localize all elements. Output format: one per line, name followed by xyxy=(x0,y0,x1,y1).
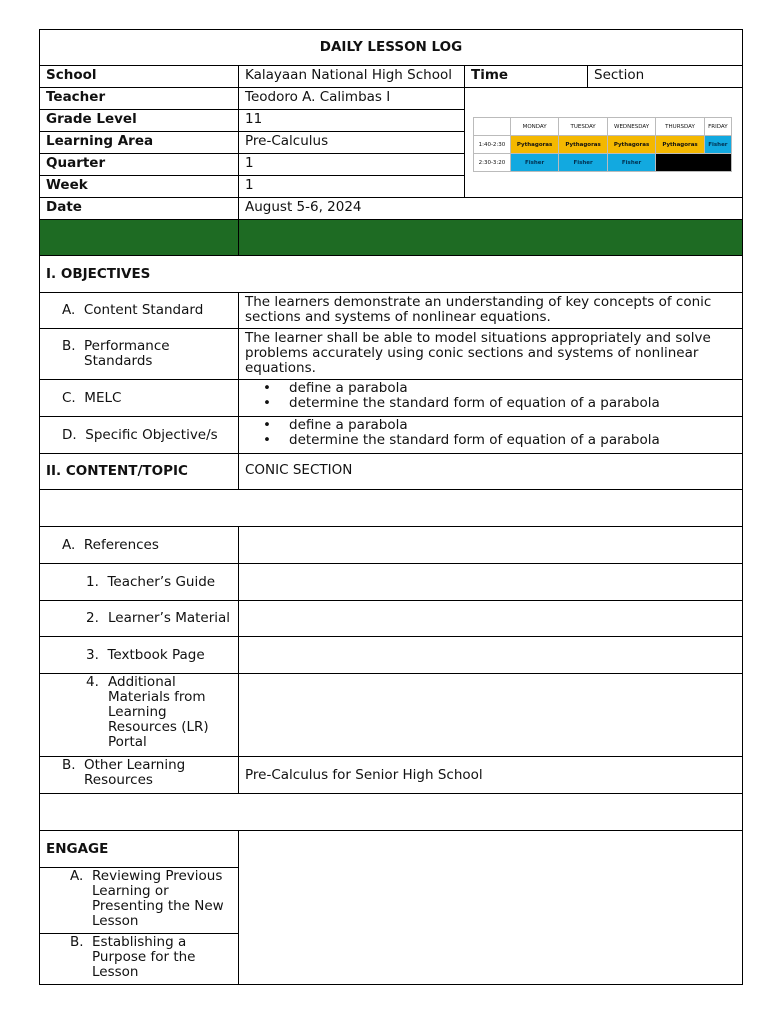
schedule-time: 2:30-3:20 xyxy=(474,154,511,172)
quarter-label: Quarter xyxy=(39,153,239,176)
performance-standards-label xyxy=(39,328,239,380)
content-topic-value: CONIC SECTION xyxy=(238,453,743,490)
other-resources-label xyxy=(39,756,239,794)
bullet-item: • define a parabola xyxy=(263,380,408,396)
melc-label: C. MELC xyxy=(39,379,239,417)
area-label: Learning Area xyxy=(39,131,239,154)
school-label: School xyxy=(39,65,239,88)
schedule-slot: Fisher xyxy=(510,154,558,172)
green-banner-right xyxy=(238,219,743,256)
teachers-guide-label: 1. Teacher’s Guide xyxy=(39,563,239,601)
establishing-text xyxy=(70,935,232,980)
list-number: B. xyxy=(62,338,76,354)
teacher-value: Teodoro A. Calimbas I xyxy=(238,87,465,110)
bullet-item: • define a parabola xyxy=(263,417,408,433)
grade-label: Grade Level xyxy=(39,109,239,132)
schedule-day: THURSDAY xyxy=(656,118,704,136)
list-text: Learner’s Material xyxy=(108,610,231,626)
additional-materials-text xyxy=(86,675,232,750)
schedule-row xyxy=(474,154,732,172)
references-label: A. References xyxy=(39,526,239,564)
schedule-slot: Pythagoras xyxy=(607,136,655,154)
grade-value: 11 xyxy=(238,109,465,132)
textbook-page-value xyxy=(238,636,743,674)
list-text: Other Learning Resources xyxy=(84,757,186,788)
performance-standards-value: The learner shall be able to model situations appropriately and solve problems accurately using conic sections and systems of nonlinear equations. xyxy=(238,328,743,380)
schedule-time: 1:40-2:30 xyxy=(474,136,511,154)
schedule-slot: Pythagoras xyxy=(656,136,704,154)
school-value: Kalayaan National High School xyxy=(238,65,465,88)
objectives-heading: I. OBJECTIVES xyxy=(39,255,743,293)
list-text: Additional Materials from Learning Resources (LR) Portal xyxy=(108,674,209,750)
schedule-header-row xyxy=(474,118,732,136)
bullet-item: • determine the standard form of equation of a parabola xyxy=(263,395,660,411)
schedule-day: MONDAY xyxy=(510,118,558,136)
schedule-slot: Fisher xyxy=(607,154,655,172)
time-label: Time xyxy=(464,65,588,88)
schedule-slot-empty xyxy=(656,154,732,172)
performance-standards-text xyxy=(62,339,232,369)
schedule-slot: Pythagoras xyxy=(510,136,558,154)
learners-material-text xyxy=(86,611,230,626)
melc-value xyxy=(238,379,743,417)
references-value xyxy=(238,526,743,564)
list-number: B. xyxy=(70,934,84,950)
content-standard-label: A. Content Standard xyxy=(39,292,239,329)
engage-value xyxy=(238,830,743,985)
date-value: August 5-6, 2024 xyxy=(238,197,743,220)
list-text: Establishing a Purpose for the Lesson xyxy=(92,934,196,980)
schedule-row xyxy=(474,136,732,154)
teacher-label: Teacher xyxy=(39,87,239,110)
schedule-day: WEDNESDAY xyxy=(607,118,655,136)
specific-objectives-value xyxy=(238,416,743,454)
section-label: Section xyxy=(587,65,743,88)
document-title: DAILY LESSON LOG xyxy=(39,29,743,66)
other-resources-text xyxy=(62,758,232,788)
schedule-day: TUESDAY xyxy=(559,118,607,136)
schedule-day: FRIDAY xyxy=(704,118,731,136)
reviewing-text xyxy=(70,869,232,929)
schedule-slot: Fisher xyxy=(559,154,607,172)
quarter-value: 1 xyxy=(238,153,465,176)
specific-objectives-label: D. Specific Objective/s xyxy=(39,416,239,454)
date-label: Date xyxy=(39,197,239,220)
schedule-slot: Fisher xyxy=(704,136,731,154)
week-value: 1 xyxy=(238,175,465,198)
list-text: Reviewing Previous Learning or Presenting the New Lesson xyxy=(92,868,224,929)
additional-materials-label xyxy=(39,673,239,757)
textbook-page-label: 3. Textbook Page xyxy=(39,636,239,674)
learners-material-value xyxy=(238,600,743,637)
schedule-slot: Pythagoras xyxy=(559,136,607,154)
teachers-guide-value xyxy=(238,563,743,601)
list-number: B. xyxy=(62,757,76,773)
green-banner-left xyxy=(39,219,239,256)
list-number: A. xyxy=(70,868,84,884)
bullet-item: • determine the standard form of equation of a parabola xyxy=(263,432,660,448)
engage-heading: ENGAGE xyxy=(39,830,239,868)
area-value: Pre-Calculus xyxy=(238,131,465,154)
establishing-purpose-label xyxy=(39,933,239,985)
reviewing-previous-learning-label xyxy=(39,867,239,934)
additional-materials-value xyxy=(238,673,743,757)
list-text: Performance Standards xyxy=(84,338,170,369)
schedule-table xyxy=(473,117,732,172)
list-number: 2. xyxy=(86,610,99,626)
learners-material-label xyxy=(39,600,239,637)
content-topic-label: II. CONTENT/TOPIC xyxy=(39,453,239,490)
schedule-corner xyxy=(474,118,511,136)
other-resources-value: Pre-Calculus for Senior High School xyxy=(238,756,743,794)
blank-row xyxy=(39,793,743,831)
blank-row xyxy=(39,489,743,527)
content-standard-value: The learners demonstrate an understanding of key concepts of conic sections and systems of nonlinear equations. xyxy=(238,292,743,329)
list-number: 4. xyxy=(86,674,99,690)
week-label: Week xyxy=(39,175,239,198)
